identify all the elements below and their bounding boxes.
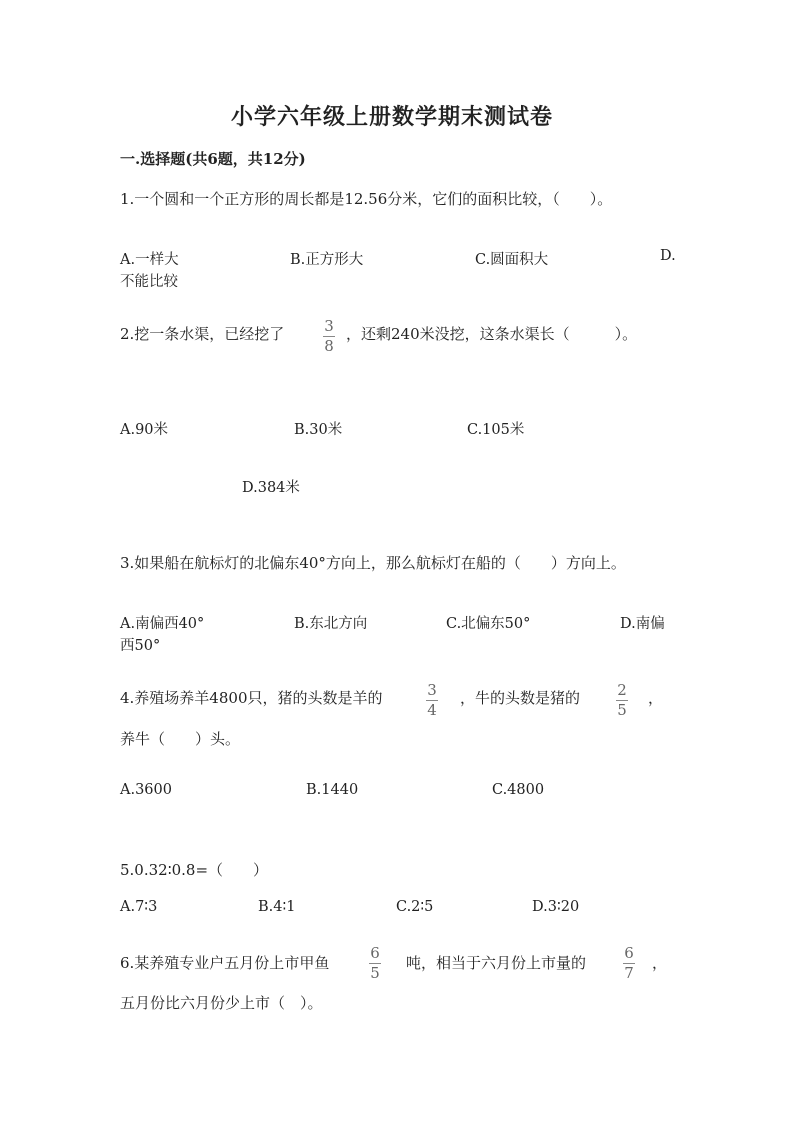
q6-fraction-1-numerator: 6 bbox=[370, 944, 380, 962]
q1-option-d-continued: 不能比较 bbox=[120, 274, 178, 290]
q4-option-a[interactable]: A.3600 bbox=[120, 782, 172, 798]
question-4-text-middle: ，牛的头数是猪的 bbox=[460, 689, 581, 707]
question-6-text-line2: 五月份比六月份少上市（ ）。 bbox=[120, 994, 323, 1012]
q3-option-d-continued: 西50° bbox=[120, 638, 161, 654]
q1-option-b[interactable]: B.正方形大 bbox=[290, 252, 364, 268]
q4-fraction-1-denominator: 4 bbox=[427, 701, 437, 719]
q2-fraction-numerator: 3 bbox=[324, 317, 334, 335]
q4-option-c[interactable]: C.4800 bbox=[492, 782, 545, 798]
q6-fraction-1-denominator: 5 bbox=[370, 964, 380, 982]
q4-fraction-1-numerator: 3 bbox=[427, 681, 437, 699]
q2-fraction-denominator: 8 bbox=[324, 337, 334, 355]
question-4-text-end: ， bbox=[648, 689, 664, 707]
q2-option-b[interactable]: B.30米 bbox=[294, 422, 343, 438]
question-6-text-end: ， bbox=[652, 954, 668, 972]
question-4-text-start: 4.养殖场养羊4800只，猪的头数是羊的 bbox=[120, 689, 383, 707]
q3-option-c[interactable]: C.北偏东50° bbox=[446, 616, 531, 632]
q2-option-c[interactable]: C.105米 bbox=[467, 422, 525, 438]
question-2-text-start: 2.挖一条水渠，已经挖了 bbox=[120, 325, 285, 343]
q3-option-d[interactable]: D.南偏 bbox=[620, 616, 665, 632]
section-heading: 一.选择题(共6题，共12分) bbox=[120, 150, 306, 168]
q2-option-a[interactable]: A.90米 bbox=[120, 422, 169, 438]
q5-option-a[interactable]: A.7∶3 bbox=[120, 899, 158, 915]
q1-option-a[interactable]: A.一样大 bbox=[120, 252, 179, 268]
question-4-text-line2: 养牛（ ）头。 bbox=[120, 730, 241, 748]
q5-option-c[interactable]: C.2∶5 bbox=[396, 899, 434, 915]
q4-option-b[interactable]: B.1440 bbox=[306, 782, 359, 798]
question-1-text: 1.一个圆和一个正方形的周长都是12.56分米，它们的面积比较，（ ）。 bbox=[120, 190, 613, 208]
question-6-text-start: 6.某养殖专业户五月份上市甲鱼 bbox=[120, 954, 330, 972]
q2-fraction bbox=[322, 318, 336, 355]
q4-fraction-2 bbox=[615, 682, 629, 719]
q4-fraction-2-numerator: 2 bbox=[617, 681, 627, 699]
question-6-text-middle: 吨，相当于六月份上市量的 bbox=[406, 954, 587, 972]
q4-fraction-1 bbox=[425, 682, 439, 719]
q5-option-b[interactable]: B.4∶1 bbox=[258, 899, 296, 915]
q3-option-a[interactable]: A.南偏西40° bbox=[120, 616, 205, 632]
question-3-text: 3.如果船在航标灯的北偏东40°方向上，那么航标灯在船的（ ）方向上。 bbox=[120, 554, 626, 572]
q6-fraction-2-denominator: 7 bbox=[624, 964, 634, 982]
q3-option-b[interactable]: B.东北方向 bbox=[294, 616, 368, 632]
question-2-text-end: ，还剩240米没挖，这条水渠长（ ）。 bbox=[346, 325, 638, 343]
q1-option-c[interactable]: C.圆面积大 bbox=[475, 252, 549, 268]
q6-fraction-1 bbox=[368, 945, 382, 982]
q5-option-d[interactable]: D.3∶20 bbox=[532, 899, 580, 915]
q1-option-d[interactable]: D. bbox=[660, 248, 676, 264]
q6-fraction-2-numerator: 6 bbox=[624, 944, 634, 962]
q4-fraction-2-denominator: 5 bbox=[617, 701, 627, 719]
question-5-text: 5.0.32∶0.8=（ ） bbox=[120, 861, 269, 879]
q2-option-d[interactable]: D.384米 bbox=[242, 480, 300, 496]
page-title: 小学六年级上册数学期末测试卷 bbox=[231, 104, 554, 130]
q6-fraction-2 bbox=[622, 945, 636, 982]
